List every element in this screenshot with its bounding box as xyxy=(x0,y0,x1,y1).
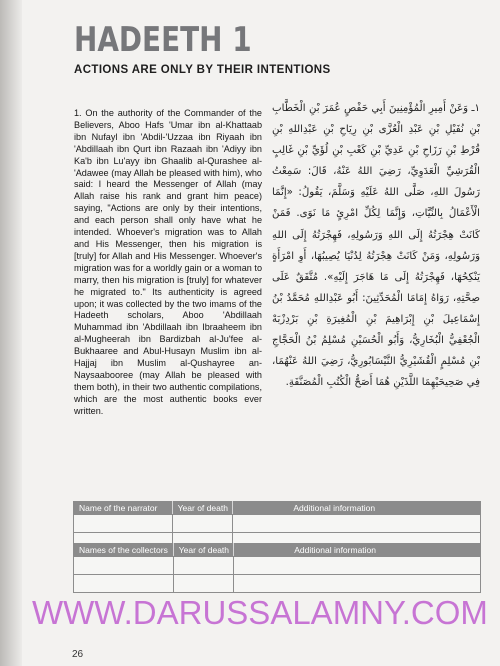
table-row xyxy=(74,557,481,575)
collector-year-cell[interactable] xyxy=(173,575,234,593)
page-gutter-shadow xyxy=(0,0,22,666)
table-row xyxy=(74,515,481,533)
collectors-header-year: Year of death xyxy=(173,544,234,557)
collector-info-cell[interactable] xyxy=(234,575,481,593)
collectors-table-header xyxy=(74,544,481,557)
narrator-name-cell[interactable] xyxy=(74,515,173,533)
narrator-table-header xyxy=(74,502,481,515)
collectors-table xyxy=(73,543,481,593)
page-subtitle: ACTIONS ARE ONLY BY THEIR INTENTIONS xyxy=(74,64,331,76)
narrator-header-year: Year of death xyxy=(172,502,233,515)
page-number: 26 xyxy=(72,649,84,660)
watermark-url: WWW.DARUSSALAMNY.COM xyxy=(32,594,488,631)
collectors-header-name: Names of the collectors xyxy=(74,544,174,557)
collectors-header-info: Additional information xyxy=(234,544,481,557)
narrator-header-name: Name of the narrator xyxy=(74,502,173,515)
page-title: HADEETH 1 xyxy=(74,20,252,60)
table-row xyxy=(74,575,481,593)
collector-name-cell[interactable] xyxy=(74,575,174,593)
narrator-header-info: Additional information xyxy=(233,502,481,515)
collector-name-cell[interactable] xyxy=(74,557,174,575)
narrator-info-cell[interactable] xyxy=(233,515,481,533)
arabic-hadeeth-text: ١ـ وَعَنْ أَمِيرِ الْمُؤْمِنِينَ أَبِي حَفْصٍ عُمَرَ بْنِ الْخَطَّابِ بْنِ نُفَيْلِ بْنِ عَبْدِ الْعُزَّى بْنِ رِيَاحِ بْنِ عَبْدِاللهِ بْنِ قُرْطِ بْنِ رَزَاحِ بْنِ عَدِيِّ بْنِ كَعْبِ بْنِ لُؤَيِّ بْنِ غَالِبٍ الْقُرَشِيِّ الْعَدَوِيِّ، رَضِيَ اللهُ عَنْهُ، قَالَ: سَمِعْتُ رَسُولَ اللهِ، صَلَّى اللهُ عَلَيْهِ وَسَلَّمَ، يَقُولُ: «إِنَّمَا الْأَعْمَالُ بِالنِّيَّاتِ، وَإِنَّمَا لِكُلِّ امْرِئٍ مَا نَوَى. فَمَنْ كَانَتْ هِجْرَتُهُ إِلَى اللهِ وَرَسُولِهِ، فَهِجْرَتُهُ إِلَى اللهِ وَرَسُولِهِ، وَمَنْ كَانَتْ هِجْرَتُهُ لِدُنْيَا يُصِيبُهَا، أَوِ امْرَأَةٍ يَنْكِحُهَا، فَهِجْرَتُهُ إِلَى مَا هَاجَرَ إِلَيْهِ». مُتَّفَقٌ عَلَى صِحَّتِهِ، رَوَاهُ إِمَامَا الْمُحَدِّثِينَ: أَبُو عَبْدِاللهِ مُحَمَّدُ بْنُ إِسْمَاعِيلَ بْنِ إِبْرَاهِيمَ بْنِ الْمُغِيرَةِ بْنِ بَرْدِزْبَهْ الْجُعْفِيُّ الْبُخَارِيُّ، وَأَبُو الْحُسَيْنِ مُسْلِمُ بْنُ الْحَجَّاجِ بْنِ مُسْلِمٍ الْقُشَيْرِيُّ النَّيْسَابُورِيُّ، رَضِيَ اللهُ عَنْهُمَا، فِي صَحِيحَيْهِمَا اللَّذَيْنِ هُمَا أَصَحُّ الْكُتُبِ الْمُصَنَّفَةِ. xyxy=(272,103,480,389)
english-hadeeth-text: 1. On the authority of the Commander of the Believers, Aboo Hafs 'Umar ibn al-Khattaab ibn Nufayl ibn 'Abdil-'Uzzaa ibn Riyaah ibn 'Abdillaah ibn Qurt ibn Razaah ibn 'Adiyy ibn Ka'b ibn Lu'ayy ibn Ghaalib al-Qurashee al-'Adawee (may Allah be pleased with him), who said: I heard the Messenger of Allah (may Allah raise his rank and grant him peace) saying, "Actions are only by their intentions, and each person shall only have what he intended. Whoever's migration was to Allah and His Messenger, then his migration is [truly] for Allah and His Messenger. Whoever's migration was for a worldly gain or a woman to marry, then his migration is [truly] for whatever he migrated to." Its authenticity is agreed upon; it was collected by the two imams of the Hadeeth scholars, Aboo 'Abdillaah Muhammad ibn 'Abdillaah ibn Ibraaheem ibn al-Mugheerah ibn Bardizbah al-Ju'fee al-Bukhaaree and Abul-Husayn Muslim ibn al-Hajjaj ibn Muslim al-Qushayree an-Naysaabooree (may Allah be pleased with them both), in their two authentic compilations, which are the most authentic books ever written. xyxy=(74,108,262,416)
narrator-year-cell[interactable] xyxy=(172,515,233,533)
collector-year-cell[interactable] xyxy=(173,557,234,575)
collector-info-cell[interactable] xyxy=(234,557,481,575)
